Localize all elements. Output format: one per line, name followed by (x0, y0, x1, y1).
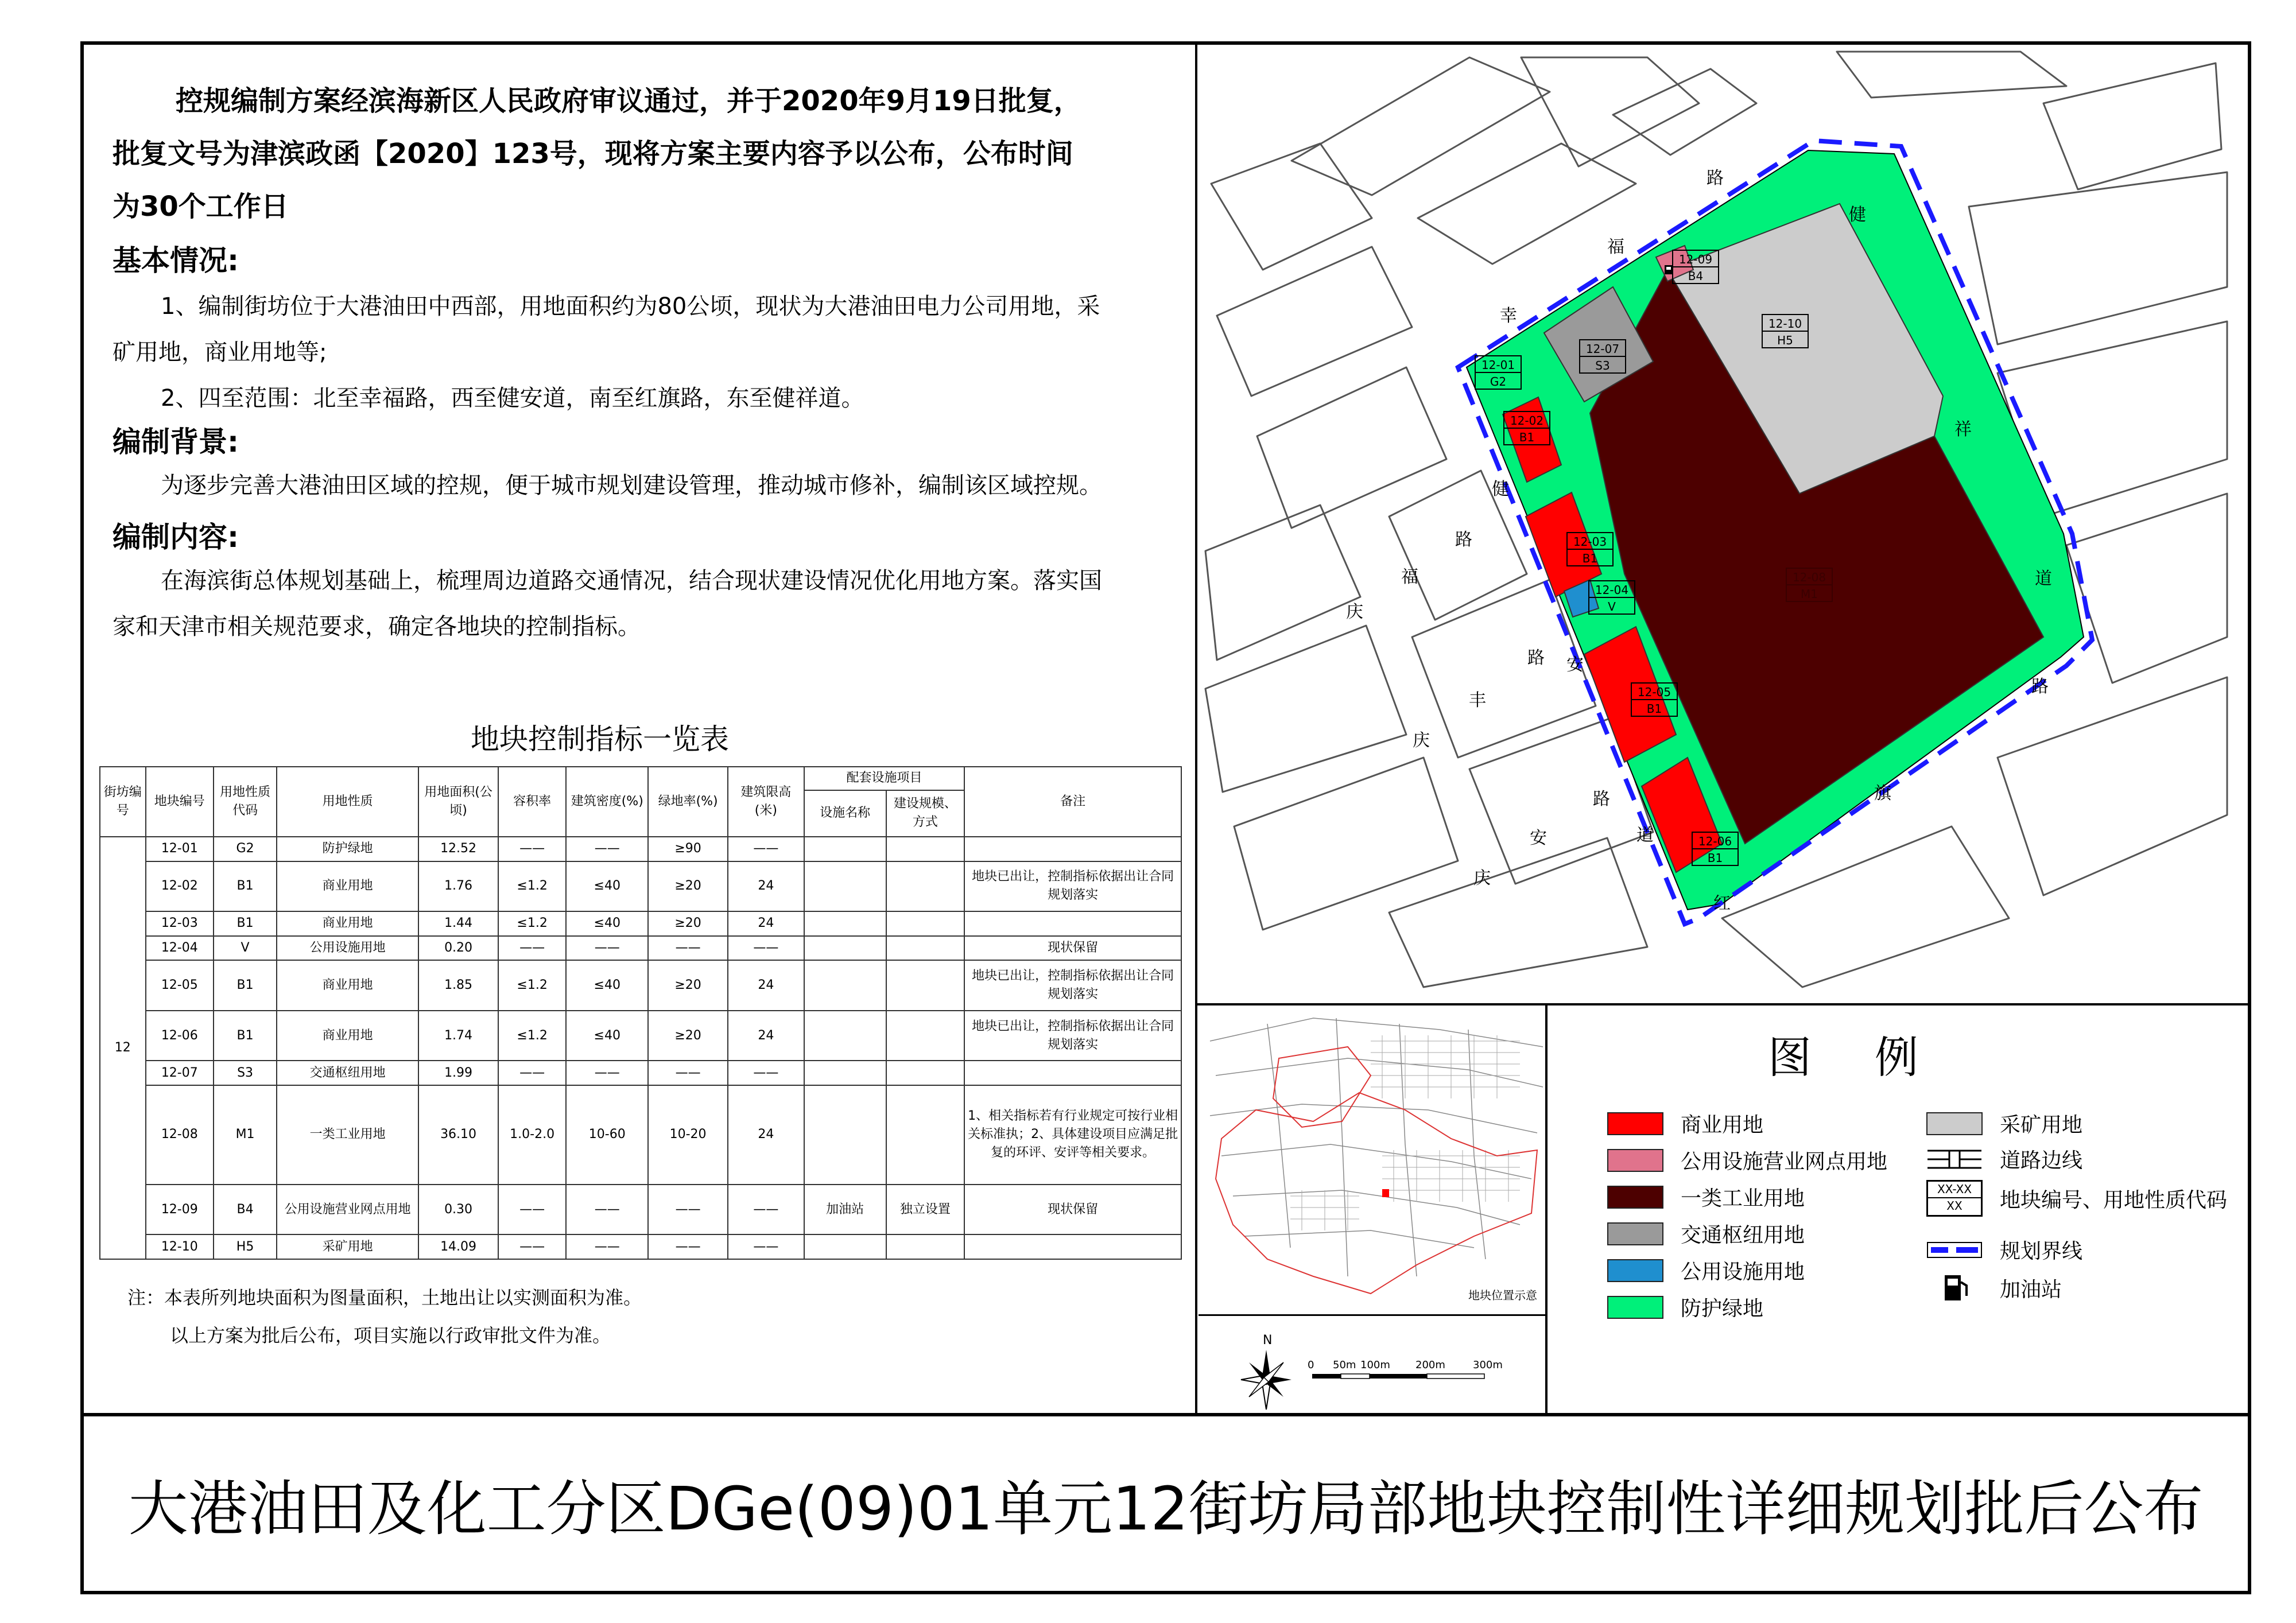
cell: H5 (214, 1234, 277, 1259)
road-char: 祥 (1954, 420, 1972, 440)
cell: —— (566, 1061, 648, 1085)
cell: B4 (214, 1185, 277, 1234)
cell: ≥20 (648, 960, 728, 1010)
swatch-industrial (1607, 1186, 1663, 1209)
cell: 1.0-2.0 (498, 1085, 566, 1185)
scale-labels (1308, 1359, 1503, 1371)
content-heading: 编制内容: (113, 521, 239, 554)
intro-line-3: 为30个工作日 (113, 191, 289, 223)
th-nature: 用地性质 (277, 767, 418, 837)
cell: ≤40 (566, 911, 648, 936)
cell (804, 911, 886, 936)
legend-label: 规划界线 (2000, 1240, 2083, 1263)
cell: 14.09 (418, 1234, 498, 1259)
cell: 10-60 (566, 1085, 648, 1185)
cell (886, 960, 965, 1010)
location-urban-grid (1290, 1035, 1520, 1230)
legend-item (1926, 1235, 2082, 1264)
cell (886, 936, 965, 961)
cell: 36.10 (418, 1085, 498, 1185)
legend-label: 采矿用地 (2000, 1113, 2083, 1137)
road-char: 路 (1527, 648, 1545, 668)
cell: 商业用地 (277, 911, 418, 936)
cell: 商业用地 (277, 960, 418, 1010)
road-edge-icon (1926, 1146, 1983, 1172)
table-title: 地块控制指标一览表 (471, 723, 729, 756)
cell: 商业用地 (277, 861, 418, 911)
cell: 1.85 (418, 960, 498, 1010)
label-code: S3 (1595, 359, 1610, 372)
cell: B1 (214, 911, 277, 936)
table-row (100, 1085, 1181, 1185)
label-code: B1 (1519, 430, 1535, 444)
cell (804, 936, 886, 961)
th-area: 用地面积(公顷) (418, 767, 498, 837)
boundary-line-icon (1926, 1240, 1983, 1260)
cell: 24 (728, 1085, 804, 1185)
swatch-utility-outlet (1607, 1149, 1663, 1172)
cell: 地块已出让，控制指标依据出让合同规划落实 (964, 861, 1181, 911)
cell: ≥20 (648, 861, 728, 911)
scale-bar (1312, 1374, 1484, 1379)
legend-item (1607, 1146, 1887, 1175)
cell (886, 911, 965, 936)
cell: S3 (214, 1061, 277, 1085)
cell: —— (648, 1185, 728, 1234)
cell: 12-05 (146, 960, 214, 1010)
block-cell: 12 (100, 837, 146, 1259)
cell: 1.99 (418, 1061, 498, 1085)
intro-line-2: 批复文号为津滨政函【2020】123号，现将方案主要内容予以公布，公布时间 (113, 138, 1073, 170)
road-char: 红 (1713, 894, 1731, 914)
road-char: 庆 (1413, 731, 1430, 751)
cell: 交通枢纽用地 (277, 1061, 418, 1085)
cell: —— (648, 936, 728, 961)
cell (964, 911, 1181, 936)
basic-item-2: 2、四至范围：北至幸福路，西至健安道，南至红旗路，东至健祥道。 (161, 385, 864, 411)
cell: 10-20 (648, 1085, 728, 1185)
svg-text:300m: 300m (1473, 1359, 1503, 1371)
cell: —— (566, 837, 648, 861)
cell: 12-03 (146, 911, 214, 936)
legend-item (1926, 1109, 2082, 1138)
legend-label: 道路边线 (2000, 1149, 2083, 1172)
content-text-a: 在海滨街总体规划基础上，梳理周边道路交通情况，结合现状建设情况优化用地方案。落实国 (161, 568, 1102, 594)
cell: 12.52 (418, 837, 498, 861)
cell (804, 1011, 886, 1061)
th-code: 用地性质代码 (214, 767, 277, 837)
road-char: 丰 (1469, 690, 1486, 710)
road-char: 健 (1492, 479, 1509, 499)
table-row (100, 837, 1181, 861)
cell: ≥90 (648, 837, 728, 861)
location-site-marker (1382, 1189, 1389, 1197)
label-code: M1 (1801, 587, 1818, 601)
label-code: H5 (1777, 333, 1793, 347)
cell (964, 1234, 1181, 1259)
cell: —— (728, 1185, 804, 1234)
svg-text:100m: 100m (1360, 1359, 1390, 1371)
road-char: 安 (1530, 828, 1547, 848)
label-code: V (1608, 600, 1616, 614)
cell: 12-06 (146, 1011, 214, 1061)
cell: 1.44 (418, 911, 498, 936)
th-facility-mode: 建设规模、方式 (886, 790, 965, 837)
legend-item (1607, 1182, 1805, 1212)
cell: ≥20 (648, 1011, 728, 1061)
cell: 0.20 (418, 936, 498, 961)
cell: 12-01 (146, 837, 214, 861)
location-divider (1545, 1003, 1548, 1415)
gas-station-marker-icon (1665, 265, 1673, 274)
cell: 12-09 (146, 1185, 214, 1234)
label-id: 12-07 (1585, 342, 1620, 356)
legend-title: 图例 (1768, 1032, 1981, 1083)
note-line-1: 注：本表所列地块面积为图量面积，土地出让以实测面积为准。 (127, 1287, 642, 1309)
cell: 采矿用地 (277, 1234, 418, 1259)
legend-label: 商业用地 (1681, 1113, 1764, 1137)
cell: 地块已出让，控制指标依据出让合同规划落实 (964, 1011, 1181, 1061)
swatch-green-buffer (1607, 1296, 1663, 1319)
legend-item (1607, 1219, 1805, 1248)
table-row (100, 936, 1181, 961)
cell: 一类工业用地 (277, 1085, 418, 1185)
cell: 公用设施用地 (277, 936, 418, 961)
legend-label: 公用设施用地 (1681, 1260, 1805, 1284)
cell: G2 (214, 837, 277, 861)
cell: 24 (728, 911, 804, 936)
cell (886, 837, 965, 861)
road-char: 幸 (1500, 306, 1517, 326)
cell: —— (498, 837, 566, 861)
cell: —— (498, 936, 566, 961)
north-and-scale (1199, 1317, 1545, 1413)
cell (804, 1234, 886, 1259)
basic-heading: 基本情况: (113, 244, 239, 277)
legend-item (1926, 1144, 2082, 1174)
legend-label: 公用设施营业网点用地 (1681, 1150, 1888, 1174)
label-id: 12-01 (1481, 358, 1515, 372)
cell (804, 1085, 886, 1185)
document-title: 大港油田及化工分区DGe(09)01单元12街坊局部地块控制性详细规划批后公布 (128, 1474, 2204, 1544)
cell: —— (648, 1234, 728, 1259)
cell: 12-04 (146, 936, 214, 961)
cell: —— (498, 1185, 566, 1234)
road-char: 健 (1849, 205, 1866, 225)
cell (804, 1061, 886, 1085)
north-arrow-icon (1241, 1350, 1292, 1410)
cell: —— (728, 1234, 804, 1259)
cell (886, 861, 965, 911)
cell (886, 1085, 965, 1185)
swatch-commercial (1607, 1112, 1663, 1135)
intro-line-1: 控规编制方案经滨海新区人民政府审议通过，并于2020年9月19日批复， (176, 85, 1081, 117)
cell: 1.76 (418, 861, 498, 911)
legend-label: 一类工业用地 (1681, 1187, 1805, 1210)
table-row (100, 1061, 1181, 1085)
legend-item (1607, 1256, 1805, 1285)
cell: 12-08 (146, 1085, 214, 1185)
cell: ≤1.2 (498, 911, 566, 936)
th-remarks: 备注 (964, 767, 1181, 837)
cell: 商业用地 (277, 1011, 418, 1061)
label-id: 12-08 (1792, 570, 1826, 584)
label-id: 12-02 (1510, 414, 1544, 428)
table-row (100, 861, 1181, 911)
cell: —— (728, 837, 804, 861)
title-divider (80, 1413, 2251, 1416)
table-row (100, 960, 1181, 1010)
code-box-icon (1926, 1180, 1983, 1217)
cell: B1 (214, 1011, 277, 1061)
cell (886, 1234, 965, 1259)
label-id: 12-03 (1573, 535, 1607, 549)
cell: 地块已出让，控制指标依据出让合同规划落实 (964, 960, 1181, 1010)
label-id: 12-06 (1698, 834, 1732, 848)
cell (886, 1061, 965, 1085)
swatch-mining (1926, 1112, 1983, 1135)
note-line-2: 以上方案为批后公布，项目实施以行政审批文件为准。 (170, 1325, 611, 1346)
label-id: 12-10 (1768, 317, 1802, 331)
th-parcel: 地块编号 (146, 767, 214, 837)
label-id: 12-09 (1678, 253, 1713, 266)
location-caption: 地块位置示意 (1468, 1288, 1537, 1302)
legend-item (1607, 1109, 1763, 1138)
cell: B1 (214, 861, 277, 911)
cell: 24 (728, 861, 804, 911)
svg-text:200m: 200m (1415, 1359, 1445, 1371)
location-streets (1210, 1018, 1543, 1276)
legend-label: 防护绿地 (1681, 1297, 1764, 1321)
cell: V (214, 936, 277, 961)
table-row (100, 1234, 1181, 1259)
legend-label: 加油站 (2000, 1278, 2062, 1302)
cell (804, 861, 886, 911)
cell: —— (728, 1061, 804, 1085)
table-row (100, 911, 1181, 936)
legend-item (1607, 1292, 1763, 1322)
label-id: 12-05 (1637, 685, 1671, 699)
cell: 加油站 (804, 1185, 886, 1234)
intro-text (113, 75, 1180, 233)
svg-text:50m: 50m (1333, 1359, 1356, 1371)
cell: 防护绿地 (277, 837, 418, 861)
cell: 公用设施营业网点用地 (277, 1185, 418, 1234)
cell (804, 837, 886, 861)
swatch-transport-hub (1607, 1222, 1663, 1245)
cell: 24 (728, 960, 804, 1010)
th-facility-group: 配套设施项目 (804, 767, 965, 790)
svg-text:0: 0 (1308, 1359, 1314, 1371)
cell (964, 837, 1181, 861)
cell: —— (648, 1061, 728, 1085)
legend-label: 交通枢纽用地 (1681, 1224, 1805, 1247)
road-char: 路 (1455, 530, 1472, 550)
road-char: 安 (1566, 655, 1584, 675)
cell (964, 1061, 1181, 1085)
th-far: 容积率 (498, 767, 566, 837)
th-density: 建筑密度(%) (566, 767, 648, 837)
cell: —— (728, 936, 804, 961)
table-row (100, 1185, 1181, 1234)
content-text-b: 家和天津市相关规范要求，确定各地块的控制指标。 (113, 614, 641, 640)
th-facility-name: 设施名称 (804, 790, 886, 837)
cell: —— (566, 1234, 648, 1259)
background-section (113, 463, 1180, 508)
road-char: 福 (1401, 567, 1418, 587)
cell: ≥20 (648, 911, 728, 936)
cell: M1 (214, 1085, 277, 1185)
table-row (100, 1011, 1181, 1061)
cell: 12-07 (146, 1061, 214, 1085)
label-code: B1 (1646, 702, 1662, 716)
road-char: 庆 (1473, 868, 1491, 888)
th-height: 建筑限高(米) (728, 767, 804, 837)
th-block: 街坊编号 (100, 767, 146, 837)
code-sample-bottom: XX (1946, 1199, 1963, 1213)
basic-item-1a: 1、编制街坊位于大港油田中西部，用地面积约为80公顷，现状为大港油田电力公司用地，采 (161, 293, 1100, 320)
cell: —— (498, 1234, 566, 1259)
content-section (113, 558, 1180, 650)
background-text: 为逐步完善大港油田区域的控规，便于城市规划建设管理，推动城市修补，编制该区域控规。 (161, 472, 1102, 499)
swatch-utility (1607, 1259, 1663, 1282)
cell: B1 (214, 960, 277, 1010)
cell: 1、相关指标若有行业规定可按行业相关标准执；2、具体建设项目应满足批复的环评、安评等相关要求。 (964, 1085, 1181, 1185)
code-sample-top: XX-XX (1928, 1182, 1981, 1198)
label-id: 12-04 (1595, 583, 1629, 597)
cell: ≤40 (566, 861, 648, 911)
road-char: 路 (1593, 789, 1610, 809)
road-char: 福 (1607, 237, 1624, 257)
road-char: 道 (2035, 569, 2052, 589)
cell: 现状保留 (964, 936, 1181, 961)
cell: 1.74 (418, 1011, 498, 1061)
cell: ≤40 (566, 1011, 648, 1061)
basic-item-1b: 矿用地，商业用地等; (113, 339, 327, 366)
gas-station-icon (1926, 1273, 1983, 1303)
location-thumbnail (1199, 1007, 1545, 1309)
cell: 12-10 (146, 1234, 214, 1259)
basic-section (113, 284, 1180, 421)
cell: ≤1.2 (498, 960, 566, 1010)
cell (886, 1011, 965, 1061)
cell: 0.30 (418, 1185, 498, 1234)
cell: —— (566, 936, 648, 961)
cell: ≤1.2 (498, 1011, 566, 1061)
label-code: B1 (1707, 851, 1723, 865)
cell: 24 (728, 1011, 804, 1061)
north-label: N (1263, 1333, 1273, 1348)
cell: 独立设置 (886, 1185, 965, 1234)
cell: —— (566, 1185, 648, 1234)
cell: —— (498, 1061, 566, 1085)
label-code: B1 (1582, 552, 1598, 565)
legend-label: 地块编号、用地性质代码 (2000, 1188, 2228, 1212)
legend-item (1926, 1180, 2227, 1217)
label-code: B4 (1688, 269, 1704, 283)
legend-item (1926, 1273, 2062, 1303)
cell: ≤40 (566, 960, 648, 1010)
road-char: 道 (1636, 825, 1654, 845)
thumbnail-divider (1199, 1314, 1545, 1316)
cell: ≤1.2 (498, 861, 566, 911)
road-char: 路 (1707, 168, 1724, 188)
cell: 12-02 (146, 861, 214, 911)
road-char: 路 (2031, 677, 2049, 697)
background-heading: 编制背景: (113, 425, 239, 459)
label-code: G2 (1490, 375, 1507, 389)
road-char: 旗 (1874, 783, 1891, 803)
cell: 现状保留 (964, 1185, 1181, 1234)
th-green: 绿地率(%) (648, 767, 728, 837)
road-char: 庆 (1346, 602, 1363, 622)
control-index-table (99, 766, 1182, 1260)
cell (804, 960, 886, 1010)
site-map (1199, 45, 2248, 1001)
